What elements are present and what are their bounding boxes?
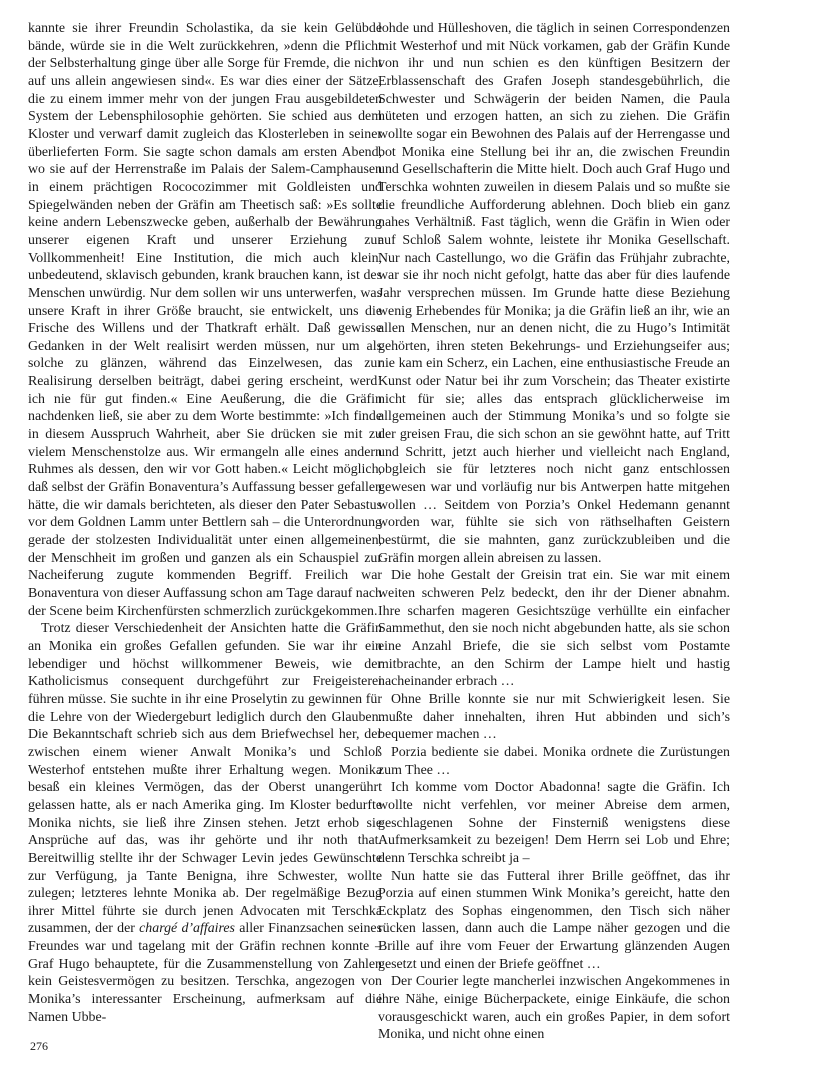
italic-term: chargé d’affaires bbox=[139, 921, 235, 937]
paragraph-text: aller Finanzsachen seines Freundes war und tagelang mit der Gräfin rechnen konnte – Graf Hugo behauptete, für die Zusammenstellung von Zahlen kein Geistesvermögen zu besitzen. Terschka, angezogen von Monika’s interessanter Erscheinung, aufmerksam auf die Namen Ubbe- bbox=[28, 921, 382, 1025]
paragraph: Porzia bediente sie dabei. Monika ordnete die Zurüstungen zum Thee … bbox=[378, 744, 730, 778]
right-column bbox=[378, 20, 730, 1044]
paragraph: Ohne Brille konnte sie nur mit Schwierigkeit lesen. Sie mußte daher innehalten, ihren Hut abbinden und sich’s bequemer machen … bbox=[378, 691, 730, 743]
paragraph: kannte sie ihrer Freundin Scholastika, da sie kein Gelübde bände, würde sie in die Welt zurückkehren, »denn die Pflicht der Selbsterhaltung ginge über alle Sorge für Fremde, die nicht auf uns allein angewiesen sind«. Es war dies einer der Sätze, die zu einem immer mehr von der jungen Frau ausgebildeten System der Lebensphilosophie gehörten. Sie schied aus dem Kloster und verwarf damit zugleich das Klosterleben in seiner überlieferten Form. Sie sagte schon damals am ersten Abend, wo sie auf der Herrenstraße im Palais der Salem-Camphausen in einem prächtigen Rococozimmer mit Goldleisten und Spiegelwänden neben der Gräfin am Theetisch saß: »Es sollte keine andern Lebenszwecke geben, außerhalb der Bewährung unserer eigenen Kraft und unserer Erziehung zur Vollkommenheit! Eine Institution, die mich auch klein, unbedeutend, sklavisch gebunden, krank brauchen kann, ist des Menschen unwürdig. Nur dem sollen wir uns unterwerfen, was unsere Kraft in ihrer Größe braucht, sie entwickelt, uns die Frische des Willens und der Thatkraft erhält. Daß gewisse Gedanken in der Welt realisirt werden müssen, nur um als solche zu glänzen, während das Einzelwesen, das zur Realisirung derselben beiträgt, dabei gering erscheint, werd’ ich nie für gut finden.« Eine Aeußerung, die die Gräfin nachdenken ließ, sie aber zu dem Worte bestimmte: »Ich finde in diesem Ausspruch Wahrheit, aber Sie drücken sie mit zu vielem Menschenstolze aus. Wir ermangeln alle eines andern Ruhmes als dessen, den wir vor Gott haben.« Leicht möglich, daß selbst der Gräfin Bonaventura’s Auffassung besser gefallen hätte, die wir damals berichteten, als dieser den Pater Sebastus vor dem Goldnen Lamm unter Bettlern sah – die Unterordnung gerade der stolzesten Individualität unter einen allgemeinen, der Menschheit im großen und ganzen als ein Schauspiel zur Nacheiferung zugute kommenden Begriff. Freilich war Bonaventura von dieser Auffassung schon am Tage darauf nach der Scene beim Kirchenfürsten schmerzlich zurückgekommen. bbox=[28, 21, 382, 619]
paragraph-text: Trotz dieser Verschiedenheit der Ansichten hatte die Gräfin an Monika ein großes Gefallen gefunden. Sie war ihr ein lebendiger und höchst willkommener Beweis, wie der Katholicismus consequent durchgeführt zur Freigeisterei führen müsse. Sie suchte in ihr eine Proselytin zu gewinnen für die Lehre von der Wiedergeburt lediglich durch den Glauben. Die Bekanntschaft schrieb sich aus dem Briefwechsel her, der zwischen einem wiener Anwalt Monika’s und Schloß Westerhof entstehen mußte ihrer Erhaltung wegen. Monika besaß ein kleines Vermögen, das der Oberst unangerührt gelassen hatte, als er nach Amerika ging. Im Kloster bedurfte Monika nichts, sie ließ ihre Zinsen stehen. Jetzt erhob sie Ansprüche auf das, was ihr gehörte und ihr noth that. Bereitwillig stellte ihr der Schwager Levin jedes Gewünschte zur Verfügung, ja Tante Benigna, ihre Schwester, wollte zulegen; letzteres lehnte Monika ab. Der regelmäßige Bezug ihrer Mittel führte sie durch jenen Advocaten mit Terschka zusammen, der der bbox=[28, 621, 382, 937]
paragraph: lohde und Hülleshoven, die täglich in seinen Correspondenzen mit Westerhof und mit Nück vorkamen, gab der Gräfin Kunde von ihr und nun schien es den künftigen Besitzern der Erblassenschaft des Grafen Joseph standesgebührlich, die Schwester und Schwägerin der beiden Namen, die Paula hüteten und erzogen hatten, an sich zu ziehen. Die Gräfin wollte sogar ein Bewohnen des Palais auf der Herrengasse und bot Monika eine Stellung bei ihr an, die zwischen Freundin und Gesellschafterin die Mitte hielt. Doch auch Graf Hugo und Terschka wohnten zuweilen in diesem Palais und so mußte sie die freundliche Aufforderung ablehnen. Doch blieb ein ganz nahes Verhältniß. Fast täglich, wenn die Gräfin in Wien oder auf Schloß Salem wohnte, leistete ihr Monika Gesellschaft. Nur nach Castellungo, wo die Gräfin das Frühjahr zubrachte, war sie ihr noch nicht gefolgt, hatte das aber für dies laufende Jahr versprechen müssen. Im Grunde hatte diese Beziehung wenig Erhebendes für Monika; ja die Gräfin ließ an ihr, wie an allen Menschen, nur an denen nicht, die zu Hugo’s Intimität gehörten, ihren steten Bekehrungs- und Erziehungseifer aus; nie kam ein Scherz, ein Lachen, eine enthusiastische Freude an Kunst oder Natur bei ihr zum Vorschein; das Theater existirte nicht für sie; alles das entsprach glücklicherweise im allgemeinen auch der Stimmung Monika’s und so folgte sie der greisen Frau, die sich schon an sie gewöhnt hatte, auf Tritt und Schritt, jetzt auch hierher und vielleicht nach England, obgleich sie für letzteres noch nicht ganz entschlossen gewesen war und vorläufig nur bis Antwerpen hatte mitgehen wollen … Seitdem von Porzia’s Onkel Hedemann genannt worden war, fühlte sie sich von räthselhaften Geistern bestürmt, die sie mahnten, ganz zurückzubleiben und die Gräfin morgen allein abreisen zu lassen. bbox=[378, 21, 730, 566]
paragraph: Die hohe Gestalt der Greisin trat ein. Sie war mit einem weiten schweren Pelz bedeckt, den ihr der Diener abnahm. Ihre scharfen mageren Gesichtszüge verhüllte ein einfacher Sammethut, den sie noch nicht abgebunden hatte, als sie schon eine Anzahl Briefe, die sie sich selbst vom Postamte mitbrachte, an den Schirm der Lampe hielt und hastig nacheinander erbrach … bbox=[378, 568, 730, 690]
paragraph: Nun hatte sie das Futteral ihrer Brille geöffnet, das ihr Porzia auf einen stummen Wink Monika’s gereicht, hatte den Eckplatz des Sophas eingenommen, den Tisch sich näher rücken lassen, dann auch die Lampe näher gezogen und die Brille auf ihre vom Feuer der Erwartung glänzenden Augen gesetzt und einen der Briefe geöffnet … bbox=[378, 868, 730, 972]
page-number: 276 bbox=[30, 1039, 48, 1053]
left-column bbox=[28, 20, 382, 1026]
paragraph bbox=[28, 620, 382, 1026]
paragraph: Der Courier legte mancherlei inzwischen Angekommenes in ihre Nähe, einige Bücherpackete, einige Einkäufe, die schon vorausgeschickt waren, auch ein großes Papier, in dem sofort Monika, und nicht ohne einen bbox=[378, 974, 730, 1043]
paragraph: Ich komme vom Doctor Abadonna! sagte die Gräfin. Ich wollte nicht verfehlen, vor meiner Abreise dem armen, geschlagenen Sohne der Finsterniß wenigstens diese Aufmerksamkeit zu bezeigen! Dem Herrn sei Lob und Ehre; denn Terschka schreibt ja – bbox=[378, 780, 730, 866]
